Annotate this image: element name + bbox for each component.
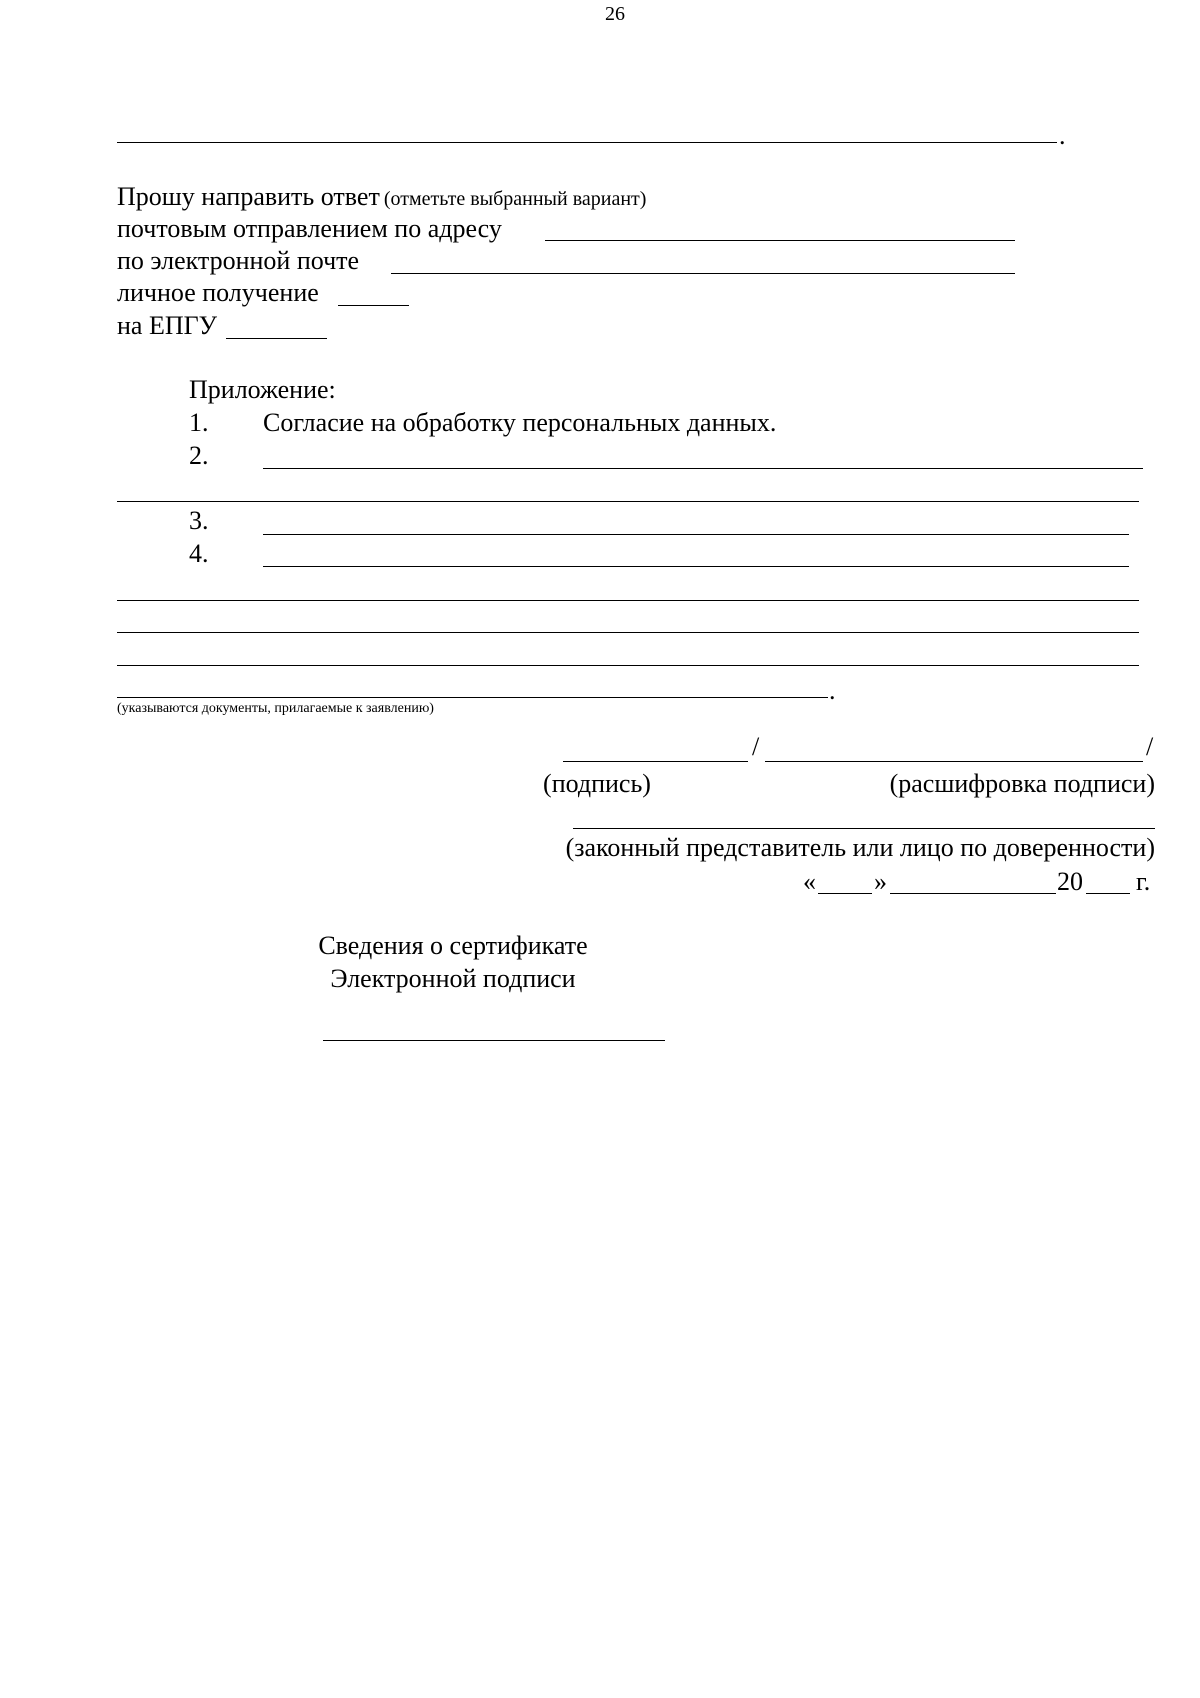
date-year-field[interactable] xyxy=(1086,893,1130,894)
postal-address-field[interactable] xyxy=(545,240,1015,241)
option-personal: личное получение xyxy=(117,278,319,307)
attachment-continuation-line[interactable] xyxy=(117,501,1139,502)
option-epgu: на ЕПГУ xyxy=(117,311,218,340)
date-year-prefix: 20 xyxy=(1057,867,1083,896)
option-email: по электронной почте xyxy=(117,246,360,275)
signature-decode-field[interactable] xyxy=(765,761,1143,762)
page-number: 26 xyxy=(605,3,625,25)
email-field[interactable] xyxy=(391,273,1015,274)
signature-field[interactable] xyxy=(563,761,748,762)
date-month-field[interactable] xyxy=(890,893,1056,894)
certificate-title-line2: Электронной подписи xyxy=(330,964,576,993)
attachment-item-text: Согласие на обработку персональных данных. xyxy=(263,408,777,437)
top-line-period: . xyxy=(1059,121,1066,150)
date-close-quote: » xyxy=(874,867,887,896)
signature-decode-label: (расшифровка подписи) xyxy=(889,769,1155,798)
date-day-field[interactable] xyxy=(818,893,872,894)
attachment-item-field[interactable] xyxy=(263,468,1143,469)
attachment-caption: (указываются документы, прилагаемые к заявлению) xyxy=(117,701,434,716)
representative-label: (законный представитель или лицо по доверенности) xyxy=(565,833,1155,862)
epgu-mark[interactable] xyxy=(226,338,327,339)
signature-slash: / xyxy=(752,732,760,761)
date-year-suffix: г. xyxy=(1136,867,1151,896)
attachment-item-number: 4. xyxy=(189,539,209,568)
signature-label: (подпись) xyxy=(543,769,651,798)
response-heading xyxy=(117,181,646,213)
text-fill-line[interactable] xyxy=(117,142,1057,143)
response-note: (отметьте выбранный вариант) xyxy=(383,188,647,210)
attachment-item-number: 1. xyxy=(189,408,209,437)
attachment-title: Приложение: xyxy=(189,375,336,404)
option-postal: почтовым отправлением по адресу xyxy=(117,214,502,243)
attachment-item-field[interactable] xyxy=(263,534,1129,535)
attachment-item-number: 3. xyxy=(189,506,209,535)
attachment-item-number: 2. xyxy=(189,441,209,470)
certificate-field[interactable] xyxy=(323,1040,665,1041)
attachment-item-field[interactable] xyxy=(263,566,1129,567)
attachment-continuation-line[interactable] xyxy=(117,697,828,698)
representative-field[interactable] xyxy=(573,828,1155,829)
attachment-end-period: . xyxy=(829,676,836,705)
attachment-continuation-line[interactable] xyxy=(117,665,1139,666)
certificate-title-line1: Сведения о сертификате xyxy=(318,931,588,960)
response-lead: Прошу направить ответ xyxy=(117,182,380,211)
attachment-continuation-line[interactable] xyxy=(117,632,1139,633)
signature-slash: / xyxy=(1146,732,1154,761)
attachment-continuation-line[interactable] xyxy=(117,600,1139,601)
personal-pickup-mark[interactable] xyxy=(338,305,409,306)
date-open-quote: « xyxy=(803,867,816,896)
